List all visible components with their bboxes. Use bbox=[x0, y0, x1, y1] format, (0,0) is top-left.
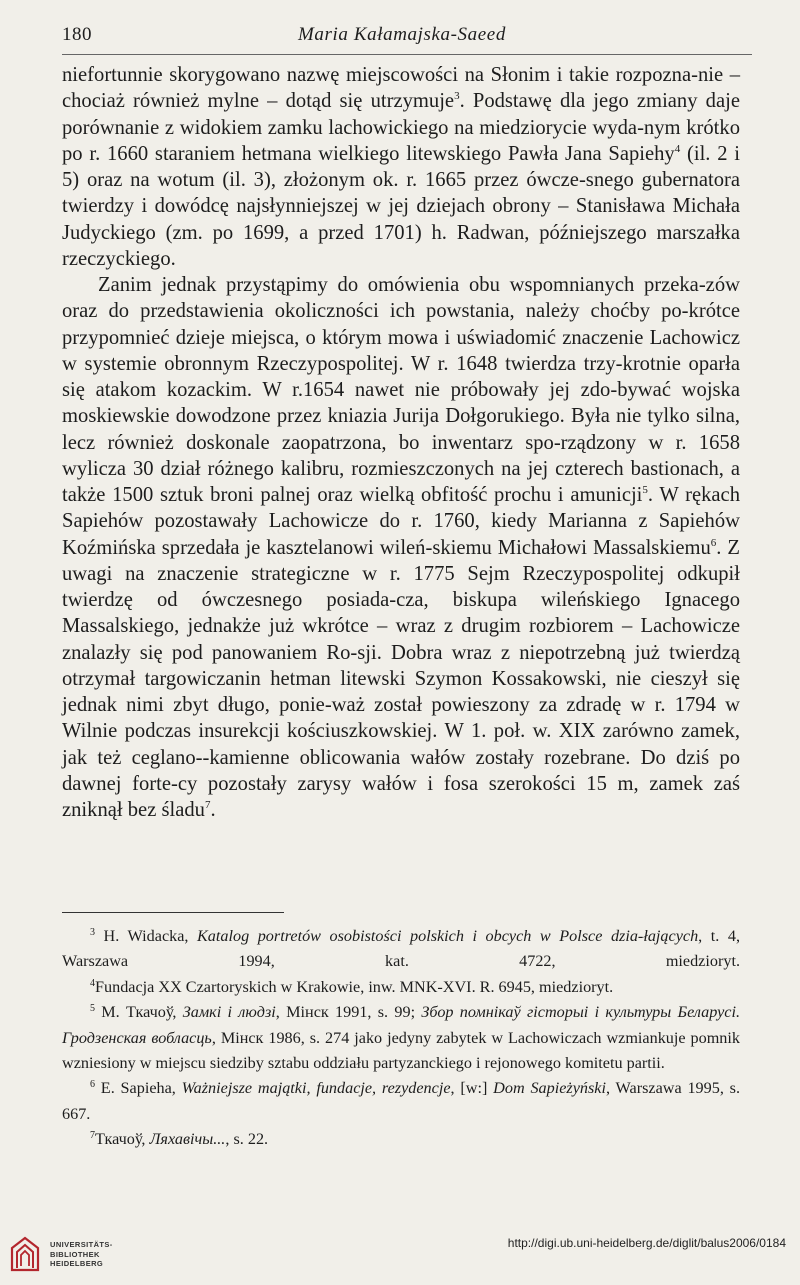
main-text bbox=[62, 62, 740, 823]
footnote-separator bbox=[62, 912, 284, 913]
paragraph-1: niefortunnie skorygowano nazwę miejscowości na Słonim i takie rozpozna-nie – chociaż również mylne – dotąd się utrzymuje$^3$. Podstawę dla jego zmiany daje porównanie z widokiem zamku lachowickiego na miedziorycie wyda-nym krótko po r. 1660 staraniem hetmana wielkiego litewskiego Pawła Jana Sapiehy$^4$ (il. 2 i 5) oraz na wotum (il. 3), złożonym ok. r. 1665 przez ówcze-snego gubernatora twierdzy i dowódcę najsłynniejszej w jej dziejach obrony – Stanisława Michała Judyckiego (zm. po 1699, a przed 1701) h. Radwan, późniejszego marszałka rzeczyckiego. bbox=[62, 64, 740, 270]
page-header bbox=[62, 24, 752, 55]
footnote-ref-4[interactable]: 4 bbox=[674, 142, 681, 155]
footnote-3: $^3$ H. Widacka, Katalog portretów osobistości polskich i obcych w Polsce dzia-łających, t. 4, Warszawa 1994, kat. 4722, miedzioryt. bbox=[62, 927, 740, 971]
source-url[interactable]: http://digi.ub.uni-heidelberg.de/diglit/balus2006/0184 bbox=[507, 1236, 786, 1250]
footnote-ref-6[interactable]: 6 bbox=[710, 536, 717, 549]
footnote-ref-7[interactable]: 7 bbox=[204, 799, 211, 811]
footnote-ref-5[interactable]: 5 bbox=[642, 484, 648, 496]
library-logo-icon bbox=[8, 1234, 42, 1274]
paragraph-2: Zanim jednak przystąpimy do omówienia obu wspomnianych przeka-zów oraz do przedstawienia okoliczności ich powstania, należy choćby po-krótce przypomnieć dzieje miejsca, o którym mowa i uświadomić znaczenie Lachowicz w systemie obronnym Rzeczypospolitej. W r. 1648 twierdza trzy-krotnie oparła się atakom kozackim. W r.1654 nawet nie próbowały jej zdo-bywać wojska moskiewskie dowodzone przez kniazia Jurija Dołgorukiego. Była nie tylko silna, lecz również doskonale zaopatrzona, bo inwentarz spo-rządzony w r. 1658 wylicza 30 dział różnego kalibru, rozmieszczonych na jej czterech bastionach, a także 1500 sztuk broni palnej oraz wielką obfitość prochu i amunicji$^5$. W rękach Sapiehów pozostawały Lachowicze do r. 1760, kiedy Marianna z Sapiehów Koźmińska sprzedała je kasztelanowi wileń-skiemu Michałowi Massalskiemu$^6$. Z uwagi na znaczenie strategiczne w r. 1775 Sejm Rzeczypospolitej odkupił twierdzę od ówczesnego posiada-cza, biskupa wileńskiego Ignacego Massalskiego, jednakże już wkrótce – wraz z drugim rozbiorem – Lachowicze znalazły się pod panowaniem Ro-sji. Dobra wraz z niepotrzebną już twierdzą otrzymał targowiczanin hetman litewski Szymon Kossakowski, nie cieszył się jednak nimi zbyt długo, ponie-waż został powieszony za zdradę w r. 1794 w Wilnie podczas insurekcji kościuszkowskiej. W 1. poł. w. XIX zarówno zamek, jak też ceglano--kamienne oblicowania wałów zostały rozebrane. Do dziś po dawnej forte-cy pozostały zarysy wałów i fosa szerokości 15 m, zamek zaś zniknął bez śladu$^7$. bbox=[62, 274, 740, 821]
library-logo[interactable] bbox=[8, 1232, 148, 1276]
footnote-6: $^6$ E. Sapieha, Ważniejsze majątki, fundacje, rezydencje, [w:] Dom Sapieżyński, Warszawa 1995, s. 667. bbox=[62, 1079, 741, 1123]
footnote-4: $^4$Fundacja XX Czartoryskich w Krakowie, inw. MNK-XVI. R. 6945, miedzioryt. bbox=[90, 977, 614, 996]
running-head: Maria Kałamajska-Saeed bbox=[298, 24, 506, 45]
footnote-7: $^7$Ткачоў, Ляхавічы..., s. 22. bbox=[90, 1130, 269, 1149]
footnotes bbox=[62, 924, 740, 1153]
page-number: 180 bbox=[62, 24, 92, 45]
footnote-5: $^5$ M. Ткачоў, Замкі і людзі, Мінск 1991, s. 99; Збор помнікаў гісторыі і культуры Беларусі. Гродзенская вобласць, Мінск 1986, s. 274 jako jedyny zabytek w Lachowiczach wzmiankuje pomnik wzniesiony w miejscu siedziby sztabu oddziału partyzanckiego i rejonowego komitetu partii. bbox=[62, 1003, 740, 1073]
footnote-ref-3[interactable]: 3 bbox=[454, 90, 460, 103]
library-logo-text: UNIVERSITÄTS- BIBLIOTHEK HEIDELBERG bbox=[50, 1240, 113, 1268]
